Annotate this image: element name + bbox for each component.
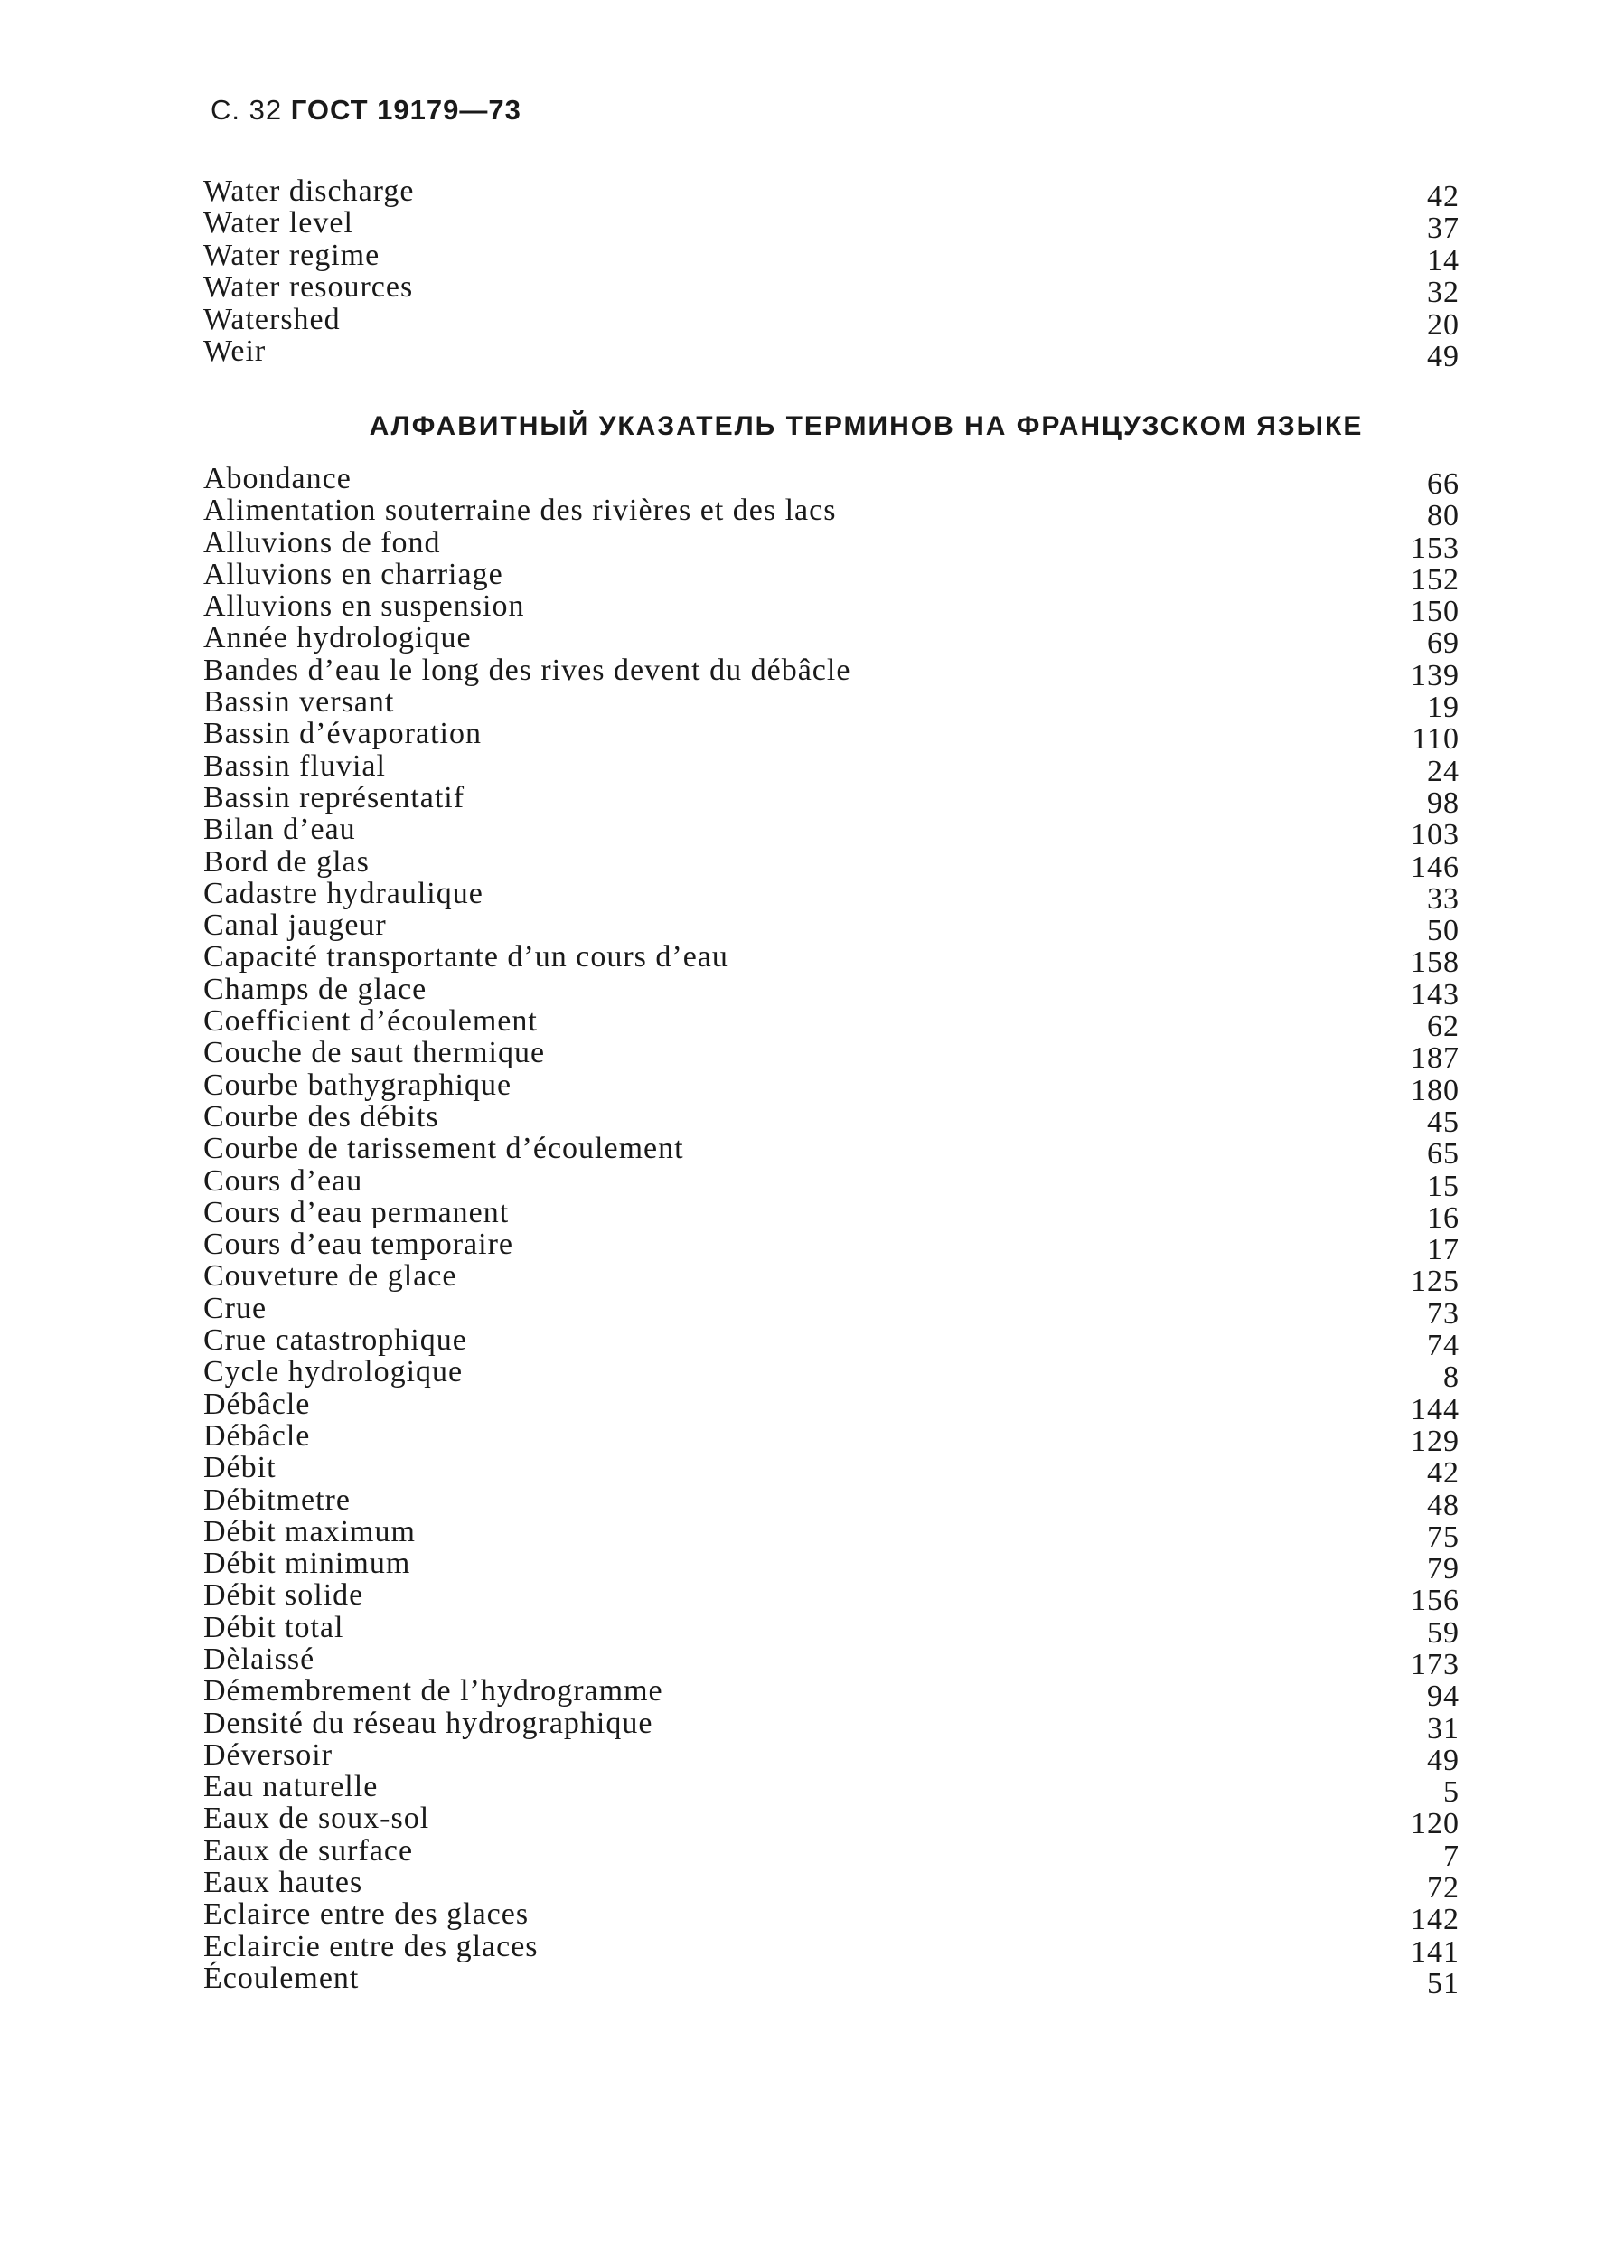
index-entry bbox=[203, 1706, 1460, 1746]
index-entry bbox=[203, 270, 1460, 310]
index-entry bbox=[203, 1547, 1460, 1586]
index-term: Abondance bbox=[203, 462, 352, 495]
index-entry bbox=[203, 1833, 1460, 1873]
index-entry bbox=[203, 1514, 1460, 1554]
index-term: Cycle hydrologique bbox=[203, 1355, 464, 1389]
index-page-number: 110 bbox=[1412, 722, 1460, 757]
index-page-number: 14 bbox=[1427, 243, 1460, 278]
index-entry bbox=[203, 1195, 1460, 1235]
index-term: Eaux de surface bbox=[203, 1833, 414, 1868]
index-term: Courbe des débits bbox=[203, 1099, 439, 1134]
index-entry bbox=[203, 1451, 1460, 1491]
index-entry bbox=[203, 1132, 1460, 1172]
index-term: Bord de glas bbox=[203, 844, 370, 879]
index-entry bbox=[203, 1897, 1460, 1937]
index-page-number: 187 bbox=[1411, 1041, 1460, 1076]
index-entry bbox=[203, 908, 1460, 948]
index-term: Crue catastrophique bbox=[203, 1323, 467, 1358]
index-page-number: 80 bbox=[1427, 499, 1460, 533]
index-entry bbox=[203, 1355, 1460, 1395]
index-entry bbox=[203, 1068, 1460, 1107]
index-entry bbox=[203, 1737, 1460, 1777]
index-entry bbox=[203, 1802, 1460, 1841]
index-page-number: 146 bbox=[1411, 850, 1460, 884]
index-entry bbox=[203, 1770, 1460, 1810]
index-entry bbox=[203, 1578, 1460, 1618]
index-entry bbox=[203, 844, 1460, 884]
index-entry bbox=[203, 1961, 1460, 2000]
index-page-number: 49 bbox=[1427, 1743, 1460, 1777]
index-term: Cours d’eau bbox=[203, 1163, 363, 1198]
index-entry bbox=[203, 1323, 1460, 1363]
index-term: Bassin représentatif bbox=[203, 780, 465, 814]
index-entry bbox=[203, 1674, 1460, 1714]
index-term: Densité du réseau hydrographique bbox=[203, 1706, 653, 1740]
index-term: Water discharge bbox=[203, 174, 415, 208]
index-term: Dèlaissé bbox=[203, 1642, 315, 1676]
index-term: Alluvions en suspension bbox=[203, 589, 525, 624]
index-entry bbox=[203, 621, 1460, 661]
index-entry bbox=[203, 748, 1460, 788]
index-term: Water level bbox=[203, 206, 353, 240]
index-term: Eaux hautes bbox=[203, 1866, 363, 1900]
index-term: Crue bbox=[203, 1291, 268, 1325]
index-term: Démembrement de l’hydrogramme bbox=[203, 1674, 663, 1708]
index-page-number: 42 bbox=[1427, 180, 1460, 213]
index-term: Débit solide bbox=[203, 1578, 364, 1613]
index-page-number: 19 bbox=[1427, 691, 1460, 725]
index-page-number: 141 bbox=[1411, 1934, 1460, 1969]
index-page-number: 158 bbox=[1411, 946, 1460, 980]
index-entry bbox=[203, 1929, 1460, 1969]
index-page-number: 150 bbox=[1411, 595, 1460, 629]
index-term: Alluvions en charriage bbox=[203, 557, 503, 591]
index-entry bbox=[203, 685, 1460, 725]
page-number: С. 32 bbox=[211, 94, 283, 126]
index-term: Eclairce entre des glaces bbox=[203, 1897, 530, 1932]
french-term-list bbox=[203, 462, 1460, 2000]
index-entry bbox=[203, 876, 1460, 916]
index-entry bbox=[203, 940, 1460, 980]
index-term: Capacité transportante d’un cours d’eau bbox=[203, 940, 728, 974]
index-term: Débit minimum bbox=[203, 1547, 411, 1581]
index-entry bbox=[203, 813, 1460, 852]
index-term: Watershed bbox=[203, 302, 341, 336]
index-term: Courbe de tarissement d’écoulement bbox=[203, 1132, 684, 1166]
index-page-number: 144 bbox=[1411, 1392, 1460, 1426]
index-entry bbox=[203, 334, 1460, 373]
index-term: Débit maximum bbox=[203, 1514, 416, 1548]
index-entry bbox=[203, 653, 1460, 692]
index-page-number: 17 bbox=[1427, 1233, 1460, 1267]
standard-number: ГОСТ 19179—73 bbox=[290, 94, 521, 126]
index-page-number: 143 bbox=[1411, 977, 1460, 1012]
index-page-number: 173 bbox=[1411, 1647, 1460, 1681]
index-term: Bassin d’évaporation bbox=[203, 717, 482, 751]
index-term: Débit bbox=[203, 1451, 277, 1485]
index-page-number: 59 bbox=[1427, 1615, 1460, 1650]
index-term: Champs de glace bbox=[203, 972, 427, 1006]
index-page-number: 31 bbox=[1427, 1711, 1460, 1746]
index-entry bbox=[203, 557, 1460, 597]
index-term: Eaux de soux-sol bbox=[203, 1802, 430, 1836]
index-entry bbox=[203, 717, 1460, 757]
index-entry bbox=[203, 1482, 1460, 1522]
index-term: Cours d’eau permanent bbox=[203, 1195, 510, 1229]
index-term: Année hydrologique bbox=[203, 621, 472, 655]
index-page-number: 50 bbox=[1427, 914, 1460, 948]
index-page-number: 45 bbox=[1427, 1105, 1460, 1139]
index-entry bbox=[203, 1291, 1460, 1331]
index-term: Alluvions de fond bbox=[203, 525, 441, 560]
index-term: Cadastre hydraulique bbox=[203, 876, 483, 910]
index-term: Canal jaugeur bbox=[203, 908, 387, 943]
index-page-number: 7 bbox=[1443, 1839, 1460, 1873]
index-page-number: 20 bbox=[1427, 307, 1460, 342]
index-term: Water regime bbox=[203, 238, 380, 272]
index-term: Déversoir bbox=[203, 1737, 333, 1772]
index-entry bbox=[203, 972, 1460, 1012]
index-page-number: 32 bbox=[1427, 276, 1460, 310]
index-page-number: 8 bbox=[1443, 1360, 1460, 1395]
index-entry bbox=[203, 1387, 1460, 1426]
index-entry bbox=[203, 1004, 1460, 1044]
index-term: Water resources bbox=[203, 270, 414, 305]
index-term: Bilan d’eau bbox=[203, 813, 356, 847]
index-term: Écoulement bbox=[203, 1961, 360, 1995]
index-entry bbox=[203, 1259, 1460, 1299]
index-entry bbox=[203, 1228, 1460, 1267]
index-page-number: 153 bbox=[1411, 531, 1460, 565]
index-entry bbox=[203, 238, 1460, 278]
index-entry bbox=[203, 206, 1460, 246]
index-page-number: 16 bbox=[1427, 1200, 1460, 1235]
index-page-number: 75 bbox=[1427, 1520, 1460, 1554]
index-term: Bandes d’eau le long des rives devent du débâcle bbox=[203, 653, 851, 687]
english-term-list bbox=[203, 174, 1460, 373]
index-page-number: 48 bbox=[1427, 1488, 1460, 1522]
index-page-number: 156 bbox=[1411, 1584, 1460, 1618]
index-term: Bassin fluvial bbox=[203, 748, 386, 783]
index-page-number: 74 bbox=[1427, 1329, 1460, 1363]
index-page-number: 120 bbox=[1411, 1807, 1460, 1841]
index-entry bbox=[203, 1642, 1460, 1681]
index-page-number: 33 bbox=[1427, 881, 1460, 916]
index-page-number: 103 bbox=[1411, 818, 1460, 852]
index-page-number: 72 bbox=[1427, 1871, 1460, 1906]
index-term: Eclaircie entre des glaces bbox=[203, 1929, 539, 1963]
index-entry bbox=[203, 1418, 1460, 1458]
index-entry bbox=[203, 1099, 1460, 1139]
index-term: Couveture de glace bbox=[203, 1259, 457, 1294]
index-entry bbox=[203, 780, 1460, 820]
index-term: Couche de saut thermique bbox=[203, 1036, 546, 1070]
index-page-number: 180 bbox=[1411, 1073, 1460, 1107]
index-entry bbox=[203, 589, 1460, 629]
index-term: Débâcle bbox=[203, 1387, 311, 1421]
index-term: Débâcle bbox=[203, 1418, 311, 1453]
index-term: Eau naturelle bbox=[203, 1770, 379, 1804]
index-page-number: 73 bbox=[1427, 1296, 1460, 1331]
index-term: Cours d’eau temporaire bbox=[203, 1228, 513, 1262]
index-term: Alimentation souterraine des rivières et des lacs bbox=[203, 494, 837, 528]
index-page-number: 69 bbox=[1427, 626, 1460, 661]
page-header bbox=[211, 94, 521, 127]
index-term: Bassin versant bbox=[203, 685, 395, 720]
index-term: Courbe bathygraphique bbox=[203, 1068, 512, 1102]
index-page-number: 65 bbox=[1427, 1137, 1460, 1172]
index-entry bbox=[203, 1036, 1460, 1076]
index-page-number: 139 bbox=[1411, 658, 1460, 692]
index-page-number: 66 bbox=[1427, 467, 1460, 501]
index-page-number: 142 bbox=[1411, 1903, 1460, 1937]
index-page-number: 5 bbox=[1443, 1775, 1460, 1810]
index-term: Débit total bbox=[203, 1610, 344, 1644]
index-entry bbox=[203, 1163, 1460, 1203]
index-entry bbox=[203, 302, 1460, 342]
index-page-number: 37 bbox=[1427, 212, 1460, 246]
index-page-number: 79 bbox=[1427, 1552, 1460, 1586]
index-entry bbox=[203, 525, 1460, 565]
index-page-number: 49 bbox=[1427, 339, 1460, 373]
french-index-title: АЛФАВИТНЫЙ УКАЗАТЕЛЬ ТЕРМИНОВ НА ФРАНЦУЗСКОМ ЯЗЫКЕ bbox=[369, 411, 1364, 441]
index-page-number: 152 bbox=[1411, 562, 1460, 597]
index-page-number: 98 bbox=[1427, 786, 1460, 820]
index-page-number: 129 bbox=[1411, 1424, 1460, 1458]
index-page-number: 42 bbox=[1427, 1456, 1460, 1491]
index-page-number: 15 bbox=[1427, 1169, 1460, 1203]
index-entry bbox=[203, 494, 1460, 533]
index-entry bbox=[203, 174, 1460, 213]
index-entry bbox=[203, 462, 1460, 501]
index-term: Weir bbox=[203, 334, 267, 368]
index-term: Coefficient d’écoulement bbox=[203, 1004, 538, 1039]
index-entry bbox=[203, 1866, 1460, 1906]
index-term: Débitmetre bbox=[203, 1482, 351, 1517]
index-page-number: 24 bbox=[1427, 754, 1460, 788]
index-page-number: 94 bbox=[1427, 1680, 1460, 1714]
index-page-number: 125 bbox=[1411, 1265, 1460, 1299]
index-page-number: 51 bbox=[1427, 1966, 1460, 2000]
index-entry bbox=[203, 1610, 1460, 1650]
index-page-number: 62 bbox=[1427, 1010, 1460, 1044]
